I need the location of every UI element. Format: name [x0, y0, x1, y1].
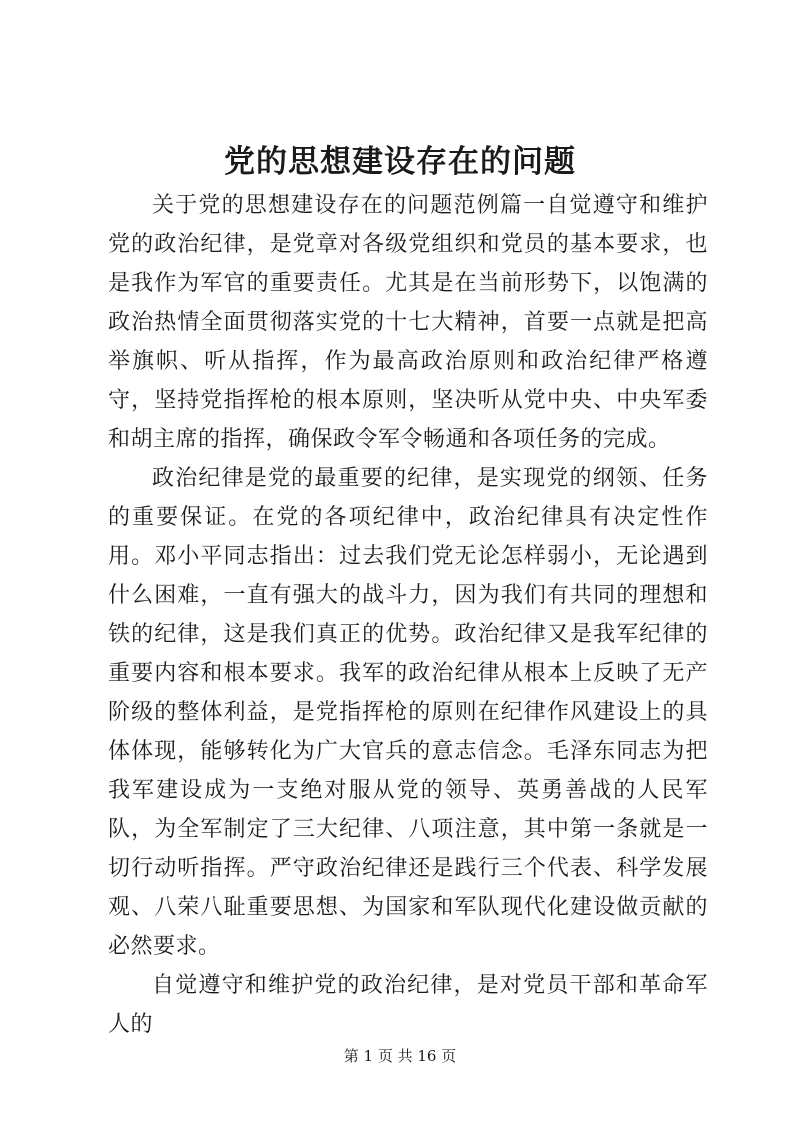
document-body: [108, 186, 708, 1044]
paragraph-3: 自觉遵守和维护党的政治纪律，是对党员干部和革命军人的: [108, 973, 708, 1037]
page-number-footer: 第 1 页 共 16 页: [343, 1047, 457, 1065]
document-title: 党的思想建设存在的问题: [224, 144, 576, 180]
paragraph-1: 关于党的思想建设存在的问题范例篇一自觉遵守和维护党的政治纪律，是党章对各级党组织和党员的基本要求，也是我作为军官的重要责任。尤其是在当前形势下，以饱满的政治热情全面贯彻落实党的十七大精神，首要一点就是把高举旗帜、听从指挥，作为最高政治原则和政治纪律严格遵守，坚持党指挥枪的根本原则，坚决听从党中央、中央军委和胡主席的指挥，确保政令军令畅通和各项任务的完成。: [108, 193, 708, 452]
paragraph-2: 政治纪律是党的最重要的纪律，是实现党的纲领、任务的重要保证。在党的各项纪律中，政治纪律具有决定性作用。邓小平同志指出：过去我们党无论怎样弱小，无论遇到什么困难，一直有强大的战斗力，因为我们有共同的理想和铁的纪律，这是我们真正的优势。政治纪律又是我军纪律的重要内容和根本要求。我军的政治纪律从根本上反映了无产阶级的整体利益，是党指挥枪的原则在纪律作风建设上的具体体现，能够转化为广大官兵的意志信念。毛泽东同志为把我军建设成为一支绝对服从党的领导、英勇善战的人民军队，为全军制定了三大纪律、八项注意，其中第一条就是一切行动听指挥。严守政治纪律还是践行三个代表、科学发展观、八荣八耻重要思想、为国家和军队现代化建设做贡献的必然要求。: [108, 466, 708, 959]
